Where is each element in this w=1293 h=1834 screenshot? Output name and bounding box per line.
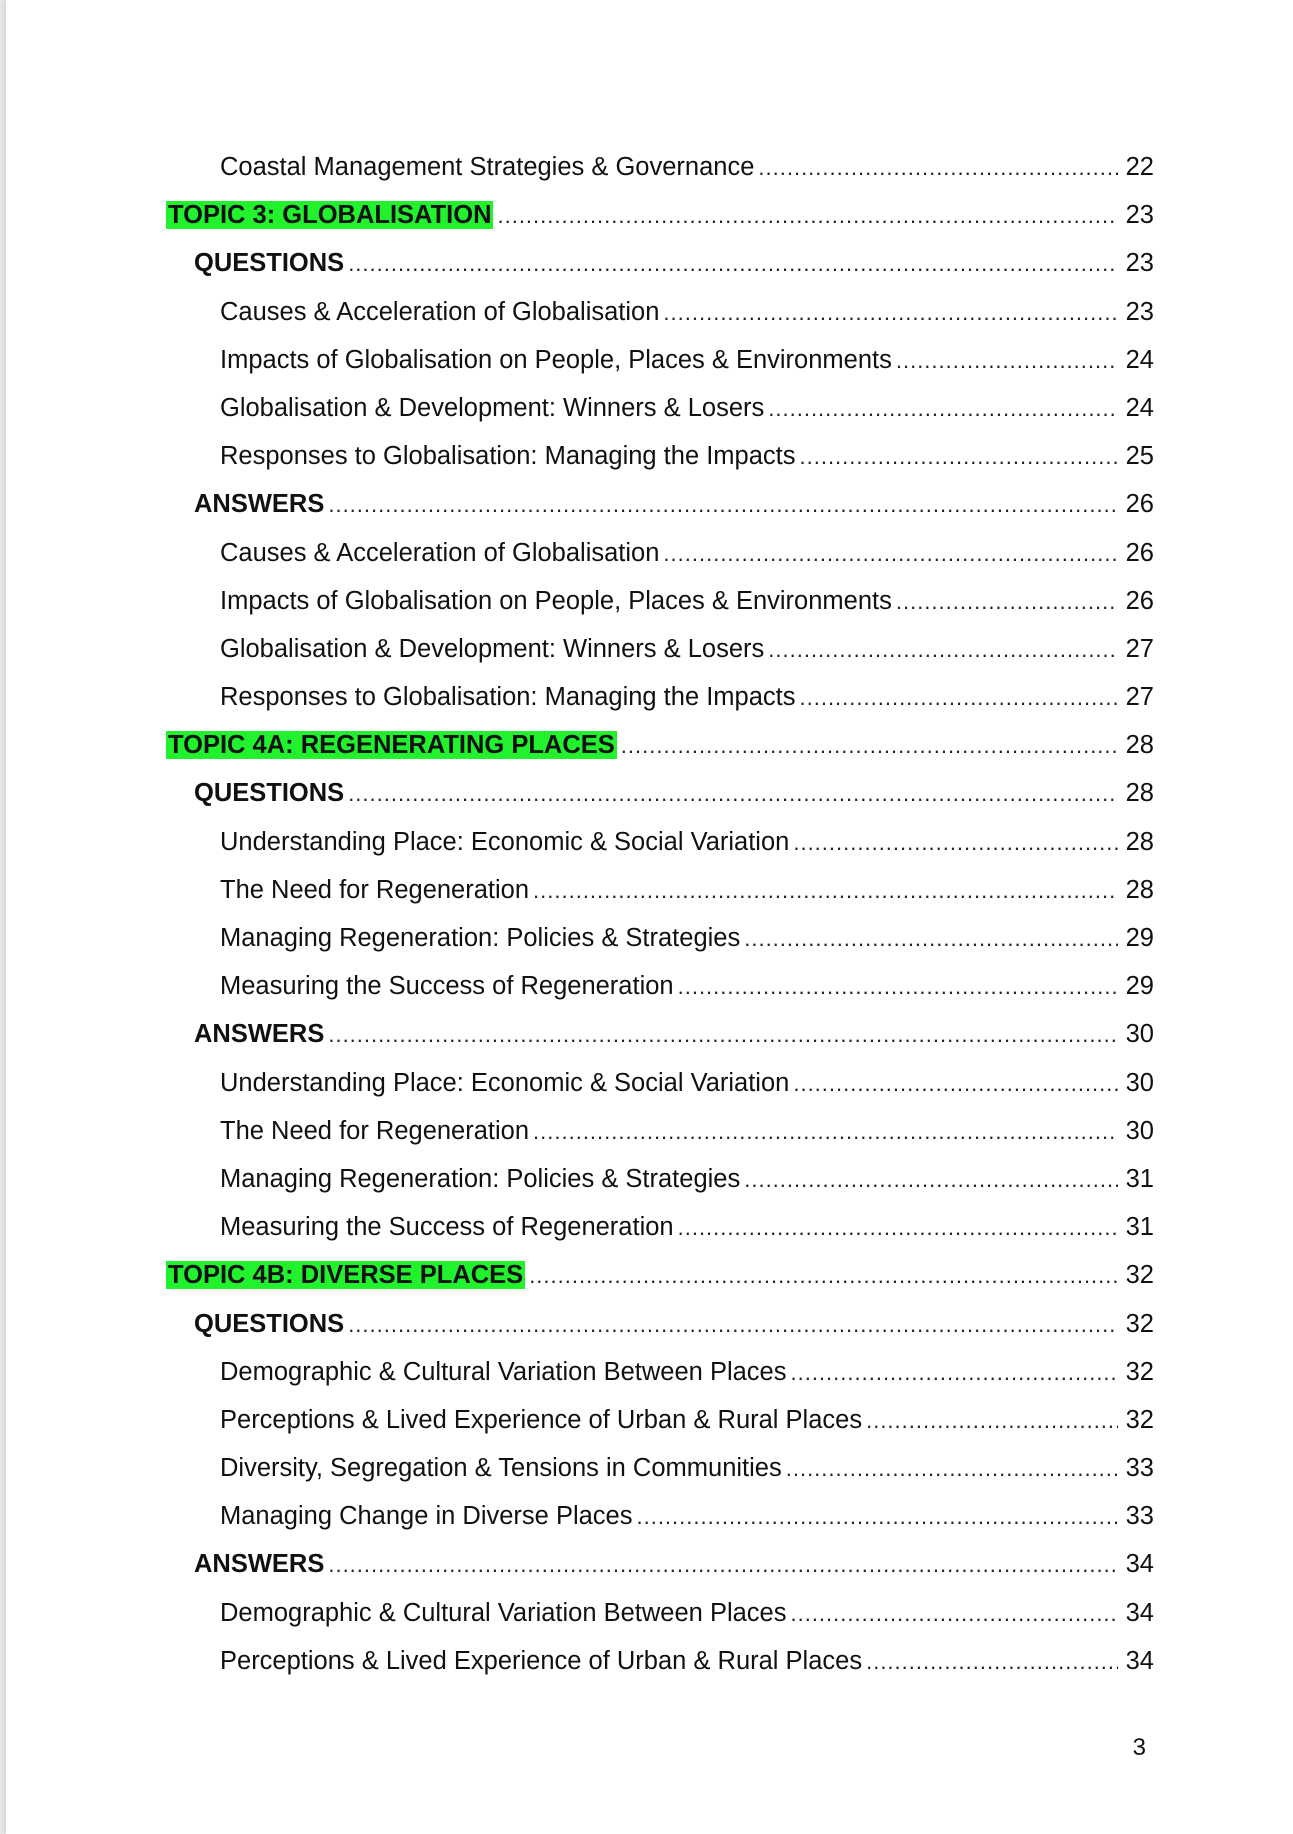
- toc-entry-title: [194, 1309, 348, 1339]
- toc-page-number: 31: [1125, 1164, 1154, 1193]
- dot-leader: [348, 1310, 1117, 1340]
- dot-leader: [800, 683, 1118, 713]
- toc-page-number: 32: [1125, 1309, 1154, 1338]
- toc-page-number: 23: [1125, 201, 1154, 230]
- toc-entry-title: [220, 297, 663, 327]
- toc-entry-title: [220, 923, 744, 953]
- toc-title-text: Coastal Management Strategies & Governance: [220, 153, 755, 181]
- toc-title-text: QUESTIONS: [194, 1309, 345, 1338]
- toc-title-text: Causes & Acceleration of Globalisation: [220, 297, 660, 326]
- dot-leader: [768, 394, 1117, 424]
- toc-page-number: 24: [1125, 393, 1154, 422]
- toc-entry-title: [220, 827, 793, 857]
- toc-subsection-entry[interactable]: [166, 827, 1154, 875]
- dot-leader: [663, 539, 1117, 569]
- toc-entry-title: [220, 971, 678, 1001]
- toc-title-text: Responses to Globalisation: Managing the Impacts: [220, 442, 796, 471]
- document-page: [6, 0, 1293, 1834]
- toc-page-number: 32: [1125, 1261, 1154, 1290]
- toc-page-number: 26: [1125, 538, 1154, 567]
- toc-page-number: 25: [1125, 442, 1154, 471]
- highlighted-topic-title: TOPIC 4A: REGENERATING PLACES: [168, 731, 615, 760]
- toc-entry-title: [220, 538, 663, 568]
- toc-subsection-entry[interactable]: [166, 345, 1154, 393]
- toc-page-number: 24: [1125, 345, 1154, 374]
- toc-title-text: Understanding Place: Economic & Social Variation: [220, 1068, 790, 1097]
- dot-leader: [790, 1358, 1117, 1388]
- toc-page-number: 28: [1125, 827, 1154, 856]
- toc-entry-title: [220, 1116, 533, 1146]
- dot-leader: [621, 731, 1118, 761]
- toc-page-number: 27: [1125, 634, 1154, 663]
- toc-subsection-entry[interactable]: [166, 1405, 1154, 1453]
- toc-title-text: ANSWERS: [194, 1020, 325, 1049]
- toc-title-text: QUESTIONS: [194, 249, 345, 278]
- toc-page-number: 33: [1125, 1502, 1154, 1531]
- toc-page-number: 29: [1125, 924, 1154, 952]
- dot-leader: [678, 1213, 1118, 1243]
- toc-subsection-entry[interactable]: [166, 1453, 1154, 1501]
- dot-leader: [348, 779, 1117, 809]
- toc-title-text: Causes & Acceleration of Globalisation: [220, 538, 660, 567]
- toc-subsection-entry[interactable]: [166, 923, 1154, 971]
- dot-leader: [896, 587, 1118, 617]
- toc-subsection-entry[interactable]: [166, 1646, 1154, 1694]
- toc-entry-title: [220, 393, 768, 423]
- toc-entry-title: [220, 634, 768, 664]
- toc-entry-title: [220, 1598, 790, 1628]
- toc-title-text: Perceptions & Lived Experience of Urban & Rural Places: [220, 1405, 863, 1434]
- toc-title-text: Managing Change in Diverse Places: [220, 1502, 633, 1531]
- dot-leader: [800, 442, 1118, 472]
- dot-leader: [328, 1020, 1117, 1050]
- dot-leader: [896, 346, 1118, 376]
- toc-section-entry[interactable]: [166, 1019, 1154, 1067]
- toc-subsection-entry[interactable]: [166, 1501, 1154, 1549]
- toc-title-text: Managing Regeneration: Policies & Strategies: [220, 924, 741, 952]
- toc-title-text: The Need for Regeneration: [220, 1116, 530, 1145]
- toc-page-number: 33: [1125, 1454, 1154, 1483]
- toc-entry-title: [194, 778, 348, 808]
- toc-subsection-entry[interactable]: [166, 1116, 1154, 1164]
- dot-leader: [793, 1069, 1117, 1099]
- toc-page-number: 34: [1125, 1646, 1154, 1675]
- dot-leader: [758, 153, 1117, 183]
- toc-topic-entry[interactable]: [166, 730, 1154, 778]
- dot-leader: [786, 1454, 1118, 1484]
- highlighted-topic-title: TOPIC 3: GLOBALISATION: [168, 201, 492, 230]
- toc-title-text: Impacts of Globalisation on People, Places & Environments: [220, 345, 892, 374]
- toc-subsection-entry[interactable]: [166, 586, 1154, 634]
- toc-entry-title: [220, 1453, 786, 1483]
- toc-subsection-entry[interactable]: [166, 152, 1154, 200]
- dot-leader: [348, 249, 1117, 279]
- toc-page-number: 32: [1125, 1405, 1154, 1434]
- toc-section-entry[interactable]: [166, 248, 1154, 296]
- toc-title-text: Managing Regeneration: Policies & Strategies: [220, 1164, 741, 1193]
- dot-leader: [678, 972, 1118, 1002]
- toc-section-entry[interactable]: [166, 489, 1154, 537]
- toc-title-text: Perceptions & Lived Experience of Urban & Rural Places: [220, 1646, 863, 1675]
- toc-page-number: 30: [1125, 1020, 1154, 1049]
- toc-title-text: ANSWERS: [194, 1550, 325, 1579]
- page-number: 3: [1132, 1734, 1146, 1761]
- toc-subsection-entry[interactable]: [166, 875, 1154, 923]
- dot-leader: [793, 828, 1117, 858]
- table-of-contents: [166, 152, 1154, 1694]
- toc-subsection-entry[interactable]: [166, 682, 1154, 730]
- toc-title-text: Impacts of Globalisation on People, Places & Environments: [220, 586, 892, 615]
- dot-leader: [768, 635, 1117, 665]
- toc-title-text: Understanding Place: Economic & Social Variation: [220, 827, 790, 856]
- dot-leader: [866, 1647, 1118, 1677]
- toc-page-number: 32: [1125, 1357, 1154, 1386]
- toc-subsection-entry[interactable]: [166, 1068, 1154, 1116]
- toc-title-text: QUESTIONS: [194, 779, 345, 808]
- toc-title-text: The Need for Regeneration: [220, 875, 530, 904]
- dot-leader: [636, 1502, 1117, 1532]
- dot-leader: [790, 1599, 1117, 1629]
- toc-entry-title: [220, 586, 896, 616]
- toc-subsection-entry[interactable]: [166, 1212, 1154, 1260]
- toc-subsection-entry[interactable]: [166, 1164, 1154, 1212]
- toc-page-number: 34: [1125, 1598, 1154, 1627]
- dot-leader: [497, 201, 1117, 231]
- toc-subsection-entry[interactable]: [166, 1357, 1154, 1405]
- toc-subsection-entry[interactable]: [166, 538, 1154, 586]
- toc-entry-title: [220, 1068, 793, 1098]
- toc-page-number: 26: [1125, 490, 1154, 519]
- toc-topic-entry[interactable]: [166, 200, 1154, 248]
- dot-leader: [328, 1550, 1117, 1580]
- toc-subsection-entry[interactable]: [166, 297, 1154, 345]
- toc-entry-title: [220, 1646, 866, 1676]
- toc-entry-title: [194, 1549, 328, 1579]
- toc-page-number: 23: [1125, 297, 1154, 326]
- toc-entry-title: [166, 1260, 529, 1290]
- toc-title-text: Measuring the Success of Regeneration: [220, 972, 674, 1001]
- toc-title-text: Diversity, Segregation & Tensions in Communities: [220, 1454, 782, 1483]
- toc-section-entry[interactable]: [166, 1549, 1154, 1597]
- toc-entry-title: [220, 1164, 744, 1194]
- toc-title-text: ANSWERS: [194, 490, 325, 519]
- toc-page-number: 22: [1125, 153, 1154, 181]
- toc-page-number: 34: [1125, 1550, 1154, 1579]
- dot-leader: [328, 490, 1117, 520]
- toc-section-entry[interactable]: [166, 1309, 1154, 1357]
- toc-page-number: 23: [1125, 249, 1154, 278]
- toc-entry-title: [194, 1019, 328, 1049]
- toc-entry-title: [194, 248, 348, 278]
- toc-entry-title: [220, 682, 800, 712]
- toc-section-entry[interactable]: [166, 778, 1154, 826]
- dot-leader: [744, 924, 1117, 954]
- toc-page-number: 26: [1125, 586, 1154, 615]
- toc-subsection-entry[interactable]: [166, 441, 1154, 489]
- toc-entry-title: [194, 489, 328, 519]
- dot-leader: [533, 876, 1118, 906]
- dot-leader: [744, 1165, 1117, 1195]
- dot-leader: [866, 1406, 1118, 1436]
- toc-subsection-entry[interactable]: [166, 971, 1154, 1019]
- toc-page-number: 30: [1125, 1116, 1154, 1145]
- toc-subsection-entry[interactable]: [166, 393, 1154, 441]
- dot-leader: [529, 1261, 1117, 1291]
- toc-page-number: 31: [1125, 1213, 1154, 1242]
- toc-entry-title: [220, 441, 800, 471]
- toc-entry-title: [220, 1501, 636, 1531]
- toc-page-number: 27: [1125, 683, 1154, 712]
- toc-page-number: 28: [1125, 779, 1154, 808]
- toc-entry-title: [220, 152, 758, 182]
- toc-subsection-entry[interactable]: [166, 1598, 1154, 1646]
- highlighted-topic-title: TOPIC 4B: DIVERSE PLACES: [168, 1261, 524, 1290]
- dot-leader: [663, 298, 1117, 328]
- toc-entry-title: [220, 1357, 790, 1387]
- toc-entry-title: [220, 875, 533, 905]
- toc-page-number: 30: [1125, 1068, 1154, 1097]
- toc-page-number: 28: [1125, 875, 1154, 904]
- toc-entry-title: [220, 1212, 678, 1242]
- toc-title-text: Responses to Globalisation: Managing the Impacts: [220, 683, 796, 712]
- toc-entry-title: [166, 200, 497, 230]
- toc-entry-title: [220, 1405, 866, 1435]
- dot-leader: [533, 1117, 1118, 1147]
- toc-page-number: 29: [1125, 972, 1154, 1001]
- toc-subsection-entry[interactable]: [166, 634, 1154, 682]
- toc-page-number: 28: [1125, 731, 1154, 760]
- toc-title-text: Globalisation & Development: Winners & Losers: [220, 393, 765, 422]
- toc-title-text: Demographic & Cultural Variation Between Places: [220, 1357, 787, 1386]
- toc-title-text: Measuring the Success of Regeneration: [220, 1213, 674, 1242]
- toc-topic-entry[interactable]: [166, 1260, 1154, 1308]
- toc-title-text: Globalisation & Development: Winners & Losers: [220, 634, 765, 663]
- toc-title-text: Demographic & Cultural Variation Between Places: [220, 1598, 787, 1627]
- toc-entry-title: [220, 345, 896, 375]
- toc-entry-title: [166, 730, 621, 760]
